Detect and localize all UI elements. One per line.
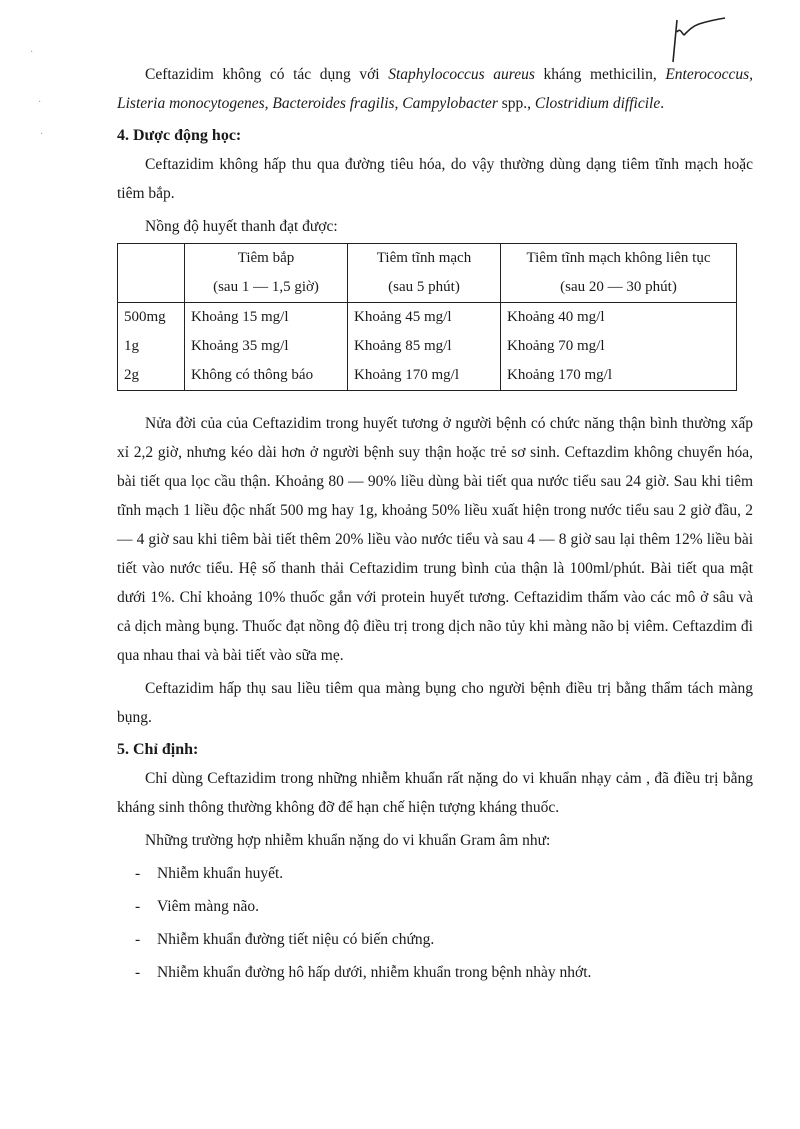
indications-list [135, 859, 753, 987]
table-header-cell: Tiêm tĩnh mạch không liên tục (sau 20 — 30 phút) [501, 244, 737, 303]
table-row [118, 303, 737, 391]
table-header-cell: Tiêm bắp (sau 1 — 1,5 giờ) [185, 244, 348, 303]
intro-paragraph: Ceftazidim không có tác dụng với Staphylococcus aureus kháng methicilin, Enterococcus, Listeria monocytogenes, Bacteroides fragilis, Campylobacter spp., Clostridium difficile. [117, 66, 753, 112]
list-item: - Nhiễm khuẩn đường tiết niệu có biến chứng. [135, 925, 753, 954]
list-item: - Viêm màng não. [135, 892, 753, 921]
indications-paragraph-2: Những trường hợp nhiễm khuẩn nặng do vi khuẩn Gram âm như: [145, 832, 551, 849]
indications-paragraph-1: Chỉ dùng Ceftazidim trong những nhiễm khuẩn rất nặng do vi khuẩn nhạy cảm , đã điều trị bằng kháng sinh thông thường không đỡ để hạn chế hiện tượng kháng thuốc. [117, 770, 753, 816]
table-cell: 500mg 1g 2g [118, 303, 185, 391]
table-cell: Khoảng 45 mg/l Khoảng 85 mg/l Khoảng 170 mg/l [348, 303, 501, 391]
scan-speck: · [40, 129, 44, 140]
table-caption: Nồng độ huyết thanh đạt được: [145, 218, 338, 235]
document-page [117, 60, 753, 991]
scan-speck: · [30, 47, 34, 58]
list-item: - Nhiễm khuẩn đường hô hấp dưới, nhiễm khuẩn trong bệnh nhày nhớt. [135, 958, 753, 987]
scan-speck: · [38, 97, 42, 108]
section-5-heading: 5. Chỉ định: [117, 741, 199, 758]
table-header-row [118, 244, 737, 303]
section-4-heading: 4. Dược động học: [117, 127, 242, 144]
pharmacokinetics-paragraph-1: Ceftazidim không hấp thu qua đường tiêu hóa, do vậy thường dùng dạng tiêm tĩnh mạch hoặc tiêm bắp. [117, 156, 753, 202]
serum-concentration-table [117, 243, 737, 391]
table-header-cell [118, 244, 185, 303]
table-cell: Khoảng 15 mg/l Khoảng 35 mg/l Không có thông báo [185, 303, 348, 391]
table-header-cell: Tiêm tĩnh mạch (sau 5 phút) [348, 244, 501, 303]
table-cell: Khoảng 40 mg/l Khoảng 70 mg/l Khoảng 170 mg/l [501, 303, 737, 391]
pharmacokinetics-paragraph-3: Ceftazidim hấp thụ sau liều tiêm qua màng bụng cho người bệnh điều trị bằng thẩm tách màng bụng. [117, 680, 753, 726]
list-item: - Nhiễm khuẩn huyết. [135, 859, 753, 888]
pharmacokinetics-paragraph-2: Nửa đời của của Ceftazidim trong huyết tương ở người bệnh có chức năng thận bình thường xấp xỉ 2,2 giờ, nhưng kéo dài hơn ở người bệnh suy thận hoặc trẻ sơ sinh. Ceftazdim không chuyển hóa, bài tiết qua lọc cầu thận. Khoảng 80 — 90% liều dùng bài tiết qua nước tiểu sau 24 giờ. Sau khi tiêm tĩnh mạch 1 liều độc nhất 500 mg hay 1g, khoảng 50% liều xuất hiện trong nước tiểu sau 2 giờ đầu, 2 — 4 giờ sau khi tiêm bài tiết thêm 20% liều vào nước tiểu và sau 4 — 8 giờ sau lại thêm 12% liều bài tiết vào nước tiểu. Hệ số thanh thải Ceftazidim trung bình của thận là 100ml/phút. Bài tiết qua mật dưới 1%. Chỉ khoảng 10% thuốc gắn với protein huyết tương. Ceftazidim thấm vào các mô ở sâu và cả dịch màng bụng. Thuốc đạt nồng độ điều trị trong dịch não tủy khi màng não bị viêm. Ceftazdim đi qua nhau thai và bài tiết vào sữa mẹ. [117, 415, 753, 664]
